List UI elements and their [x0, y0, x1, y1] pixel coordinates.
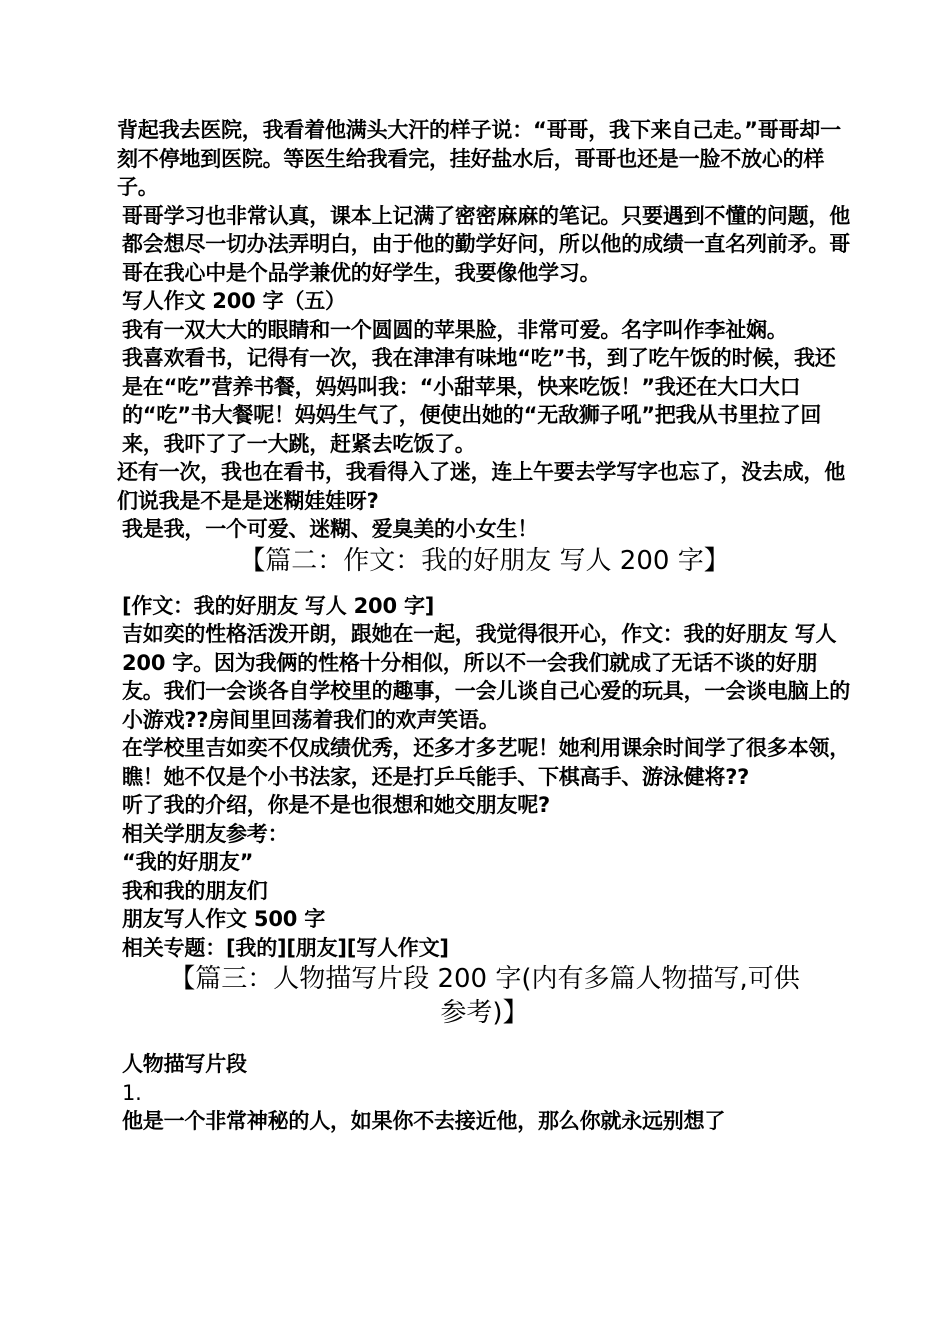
item-number-1: 1. — [122, 1080, 142, 1105]
paragraph-brother-hospital: 背起我去医院，我看着他满头大汗的样子说：“哥哥，我下来自己走。”哥哥却一刻不停地到医院。等医生给我看完，挂好盐水后，哥哥也还是一脸不放心的样子。 — [117, 118, 841, 199]
paragraph-brother-study: 哥哥学习也非常认真，课本上记满了密密麻麻的笔记。只要遇到不懂的问题，他都会想尽一切办法弄明白，由于他的勤学好问，所以他的成绩一直名列前矛。哥哥在我心中是个品学兼优的好学生，我要像他学习。 — [122, 203, 850, 285]
paragraph-mysterious-person: 他是一个非常神秘的人，如果你不去接近他，那么你就永远别想了 — [122, 1109, 726, 1133]
related-topics: 相关专题：[我的][朋友][写人作文] — [122, 935, 449, 960]
document-page — [117, 116, 852, 1136]
related-link-friend-500: 朋友写人作文 500 字 — [122, 907, 326, 931]
paragraph-friend-question: 听了我的介绍，你是不是也很想和她交朋友呢? — [122, 793, 550, 817]
paragraph-reading: 我喜欢看书，记得有一次，我在津津有味地“吃”书，到了吃午饭的时候，我还是在“吃”营养书餐，妈妈叫我：“小甜苹果，快来吃饭！”我还在大口大口的“吃”书大餐呢！妈妈生气了，便使出她的“无敌狮子吼”把我从书里拉了回来，我吓了了一大跳，赶紧去吃饭了。 — [122, 346, 836, 456]
article-title-bracket: [作文：我的好朋友 写人 200 字] — [122, 593, 435, 618]
heading-part-three-line1: 【篇三：人物描写片段 200 字(内有多篇人物描写,可供 — [169, 964, 800, 994]
heading-part-two: 【篇二：作文：我的好朋友 写人 200 字】 — [239, 545, 730, 576]
section-title-five: 写人作文 200 字（五） — [122, 289, 346, 313]
paragraph-conclusion: 我是我，一个可爱、迷糊、爱臭美的小女生！ — [122, 517, 538, 541]
related-reading-label: 相关学朋友参考： — [122, 821, 289, 846]
related-link-my-good-friend: “我的好朋友” — [122, 850, 254, 874]
paragraph-friend-personality: 吉如奕的性格活泼开朗，跟她在一起，我觉得很开心，作文：我的好朋友 写人 200 字。因为我俩的性格十分相似，所以不一会我们就成了无话不谈的好朋友。我们一会谈各自学校里的趣事，一会儿谈自己心爱的玩具，一会谈电脑上的小游戏??房间里回荡着我们的欢声笑语。 — [122, 622, 850, 732]
paragraph-another-time: 还有一次，我也在看书，我看得入了迷，连上午要去学写字也忘了，没去成，他们说我是不是是迷糊娃娃呀? — [117, 460, 845, 513]
paragraph-friend-talents: 在学校里吉如奕不仅成绩优秀，还多才多艺呢！她利用课余时间学了很多本领，瞧！她不仅是个小书法家，还是打乒乓能手、下棋高手、游泳健将?? — [122, 736, 850, 789]
related-link-me-and-friends: 我和我的朋友们 — [122, 878, 268, 903]
paragraph-self-intro: 我有一双大大的眼睛和一个圆圆的苹果脸，非常可爱。名字叫作李祉娴。 — [122, 317, 788, 342]
heading-part-three-line2: 参考)】 — [440, 998, 529, 1028]
section-title-character-description: 人物描写片段 — [122, 1052, 247, 1076]
